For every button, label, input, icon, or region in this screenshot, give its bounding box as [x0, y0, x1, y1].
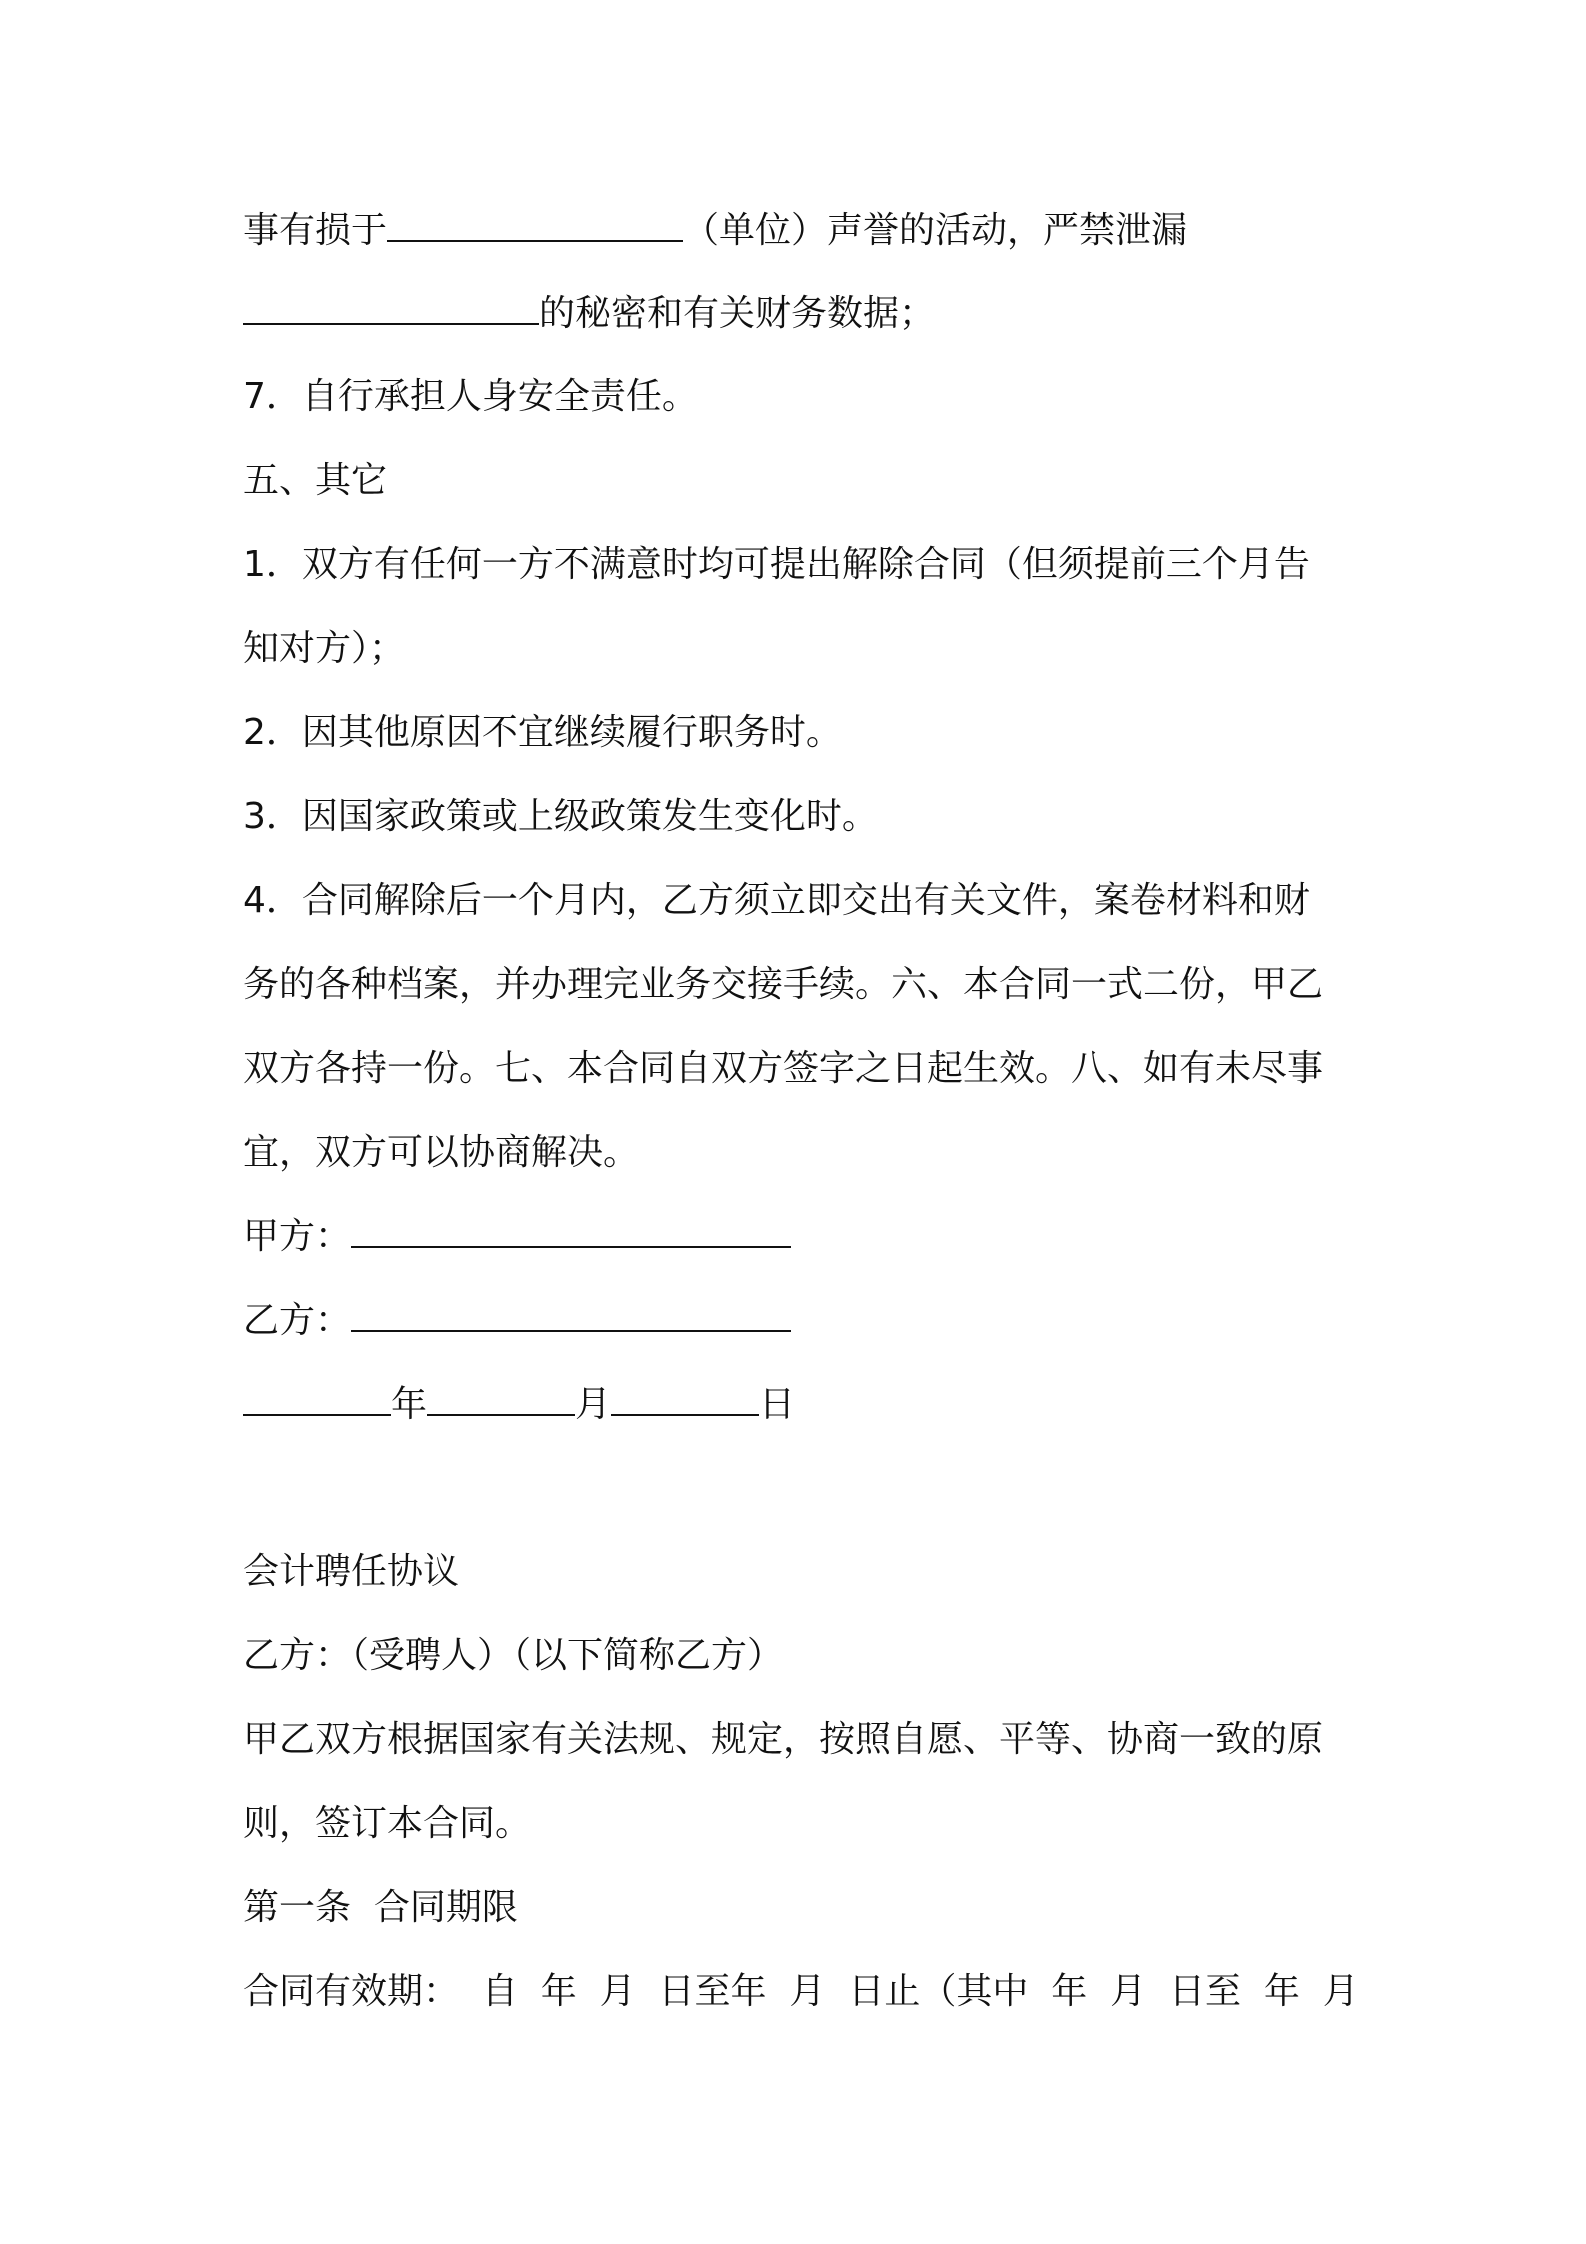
- year-blank: [243, 1382, 391, 1416]
- line-2-end: 的秘密和有关财务数据；: [539, 293, 936, 334]
- contract-period-line: 合同有效期： 自 年 月 日至年 月 日止（其中 年 月 日至 年 月: [243, 1971, 1359, 2012]
- party-a-blank: [351, 1214, 791, 1248]
- party-b-label: 乙方：: [243, 1300, 352, 1341]
- clause-1-line-2: 知对方）；: [243, 628, 406, 669]
- clause-4-line-2: 务的各种档案，并办理完业务交接手续。六、本合同一式二份，甲乙: [243, 964, 1324, 1005]
- party-b-intro: 乙方：（受聘人）（以下简称乙方）: [243, 1635, 784, 1676]
- party-b-blank: [351, 1298, 791, 1332]
- month-label: 月: [575, 1384, 612, 1425]
- clause-4-line-3: 双方各持一份。七、本合同自双方签字之日起生效。八、如有未尽事: [243, 1048, 1324, 1089]
- year-label: 年: [391, 1384, 428, 1425]
- clause-3: 3．因国家政策或上级政策发生变化时。: [243, 796, 878, 837]
- party-a-signature-line: [243, 1213, 791, 1261]
- clause-4-line-4: 宜，双方可以协商解决。: [243, 1132, 640, 1173]
- agreement-title: 会计聘任协议: [243, 1551, 460, 1592]
- month-blank: [427, 1382, 575, 1416]
- article-1-heading: 第一条 合同期限: [243, 1887, 518, 1928]
- clause-1-line-1: 1．双方有任何一方不满意时均可提出解除合同（但须提前三个月告: [243, 544, 1310, 585]
- party-a-label: 甲方：: [243, 1216, 352, 1257]
- section-heading-other: 五、其它: [243, 460, 388, 501]
- clause-4-line-1: 4．合同解除后一个月内，乙方须立即交出有关文件，案卷材料和财: [243, 880, 1310, 921]
- line-1-end: （单位）声誉的活动，严禁泄漏: [683, 210, 1188, 251]
- line-1-start: 事有损于: [243, 210, 388, 251]
- fill-blank-secret: [243, 291, 539, 325]
- preamble-line-2: 则，签订本合同。: [243, 1803, 532, 1844]
- text-line-2: [243, 290, 935, 338]
- preamble-line-1: 甲乙双方根据国家有关法规、规定，按照自愿、平等、协商一致的原: [243, 1719, 1324, 1760]
- date-line: [243, 1381, 795, 1429]
- party-b-signature-line: [243, 1297, 791, 1345]
- day-blank: [611, 1382, 759, 1416]
- clause-2: 2．因其他原因不宜继续履行职务时。: [243, 712, 842, 753]
- day-label: 日: [759, 1384, 796, 1425]
- clause-7: 7．自行承担人身安全责任。: [243, 376, 698, 417]
- text-line-1: [243, 207, 1187, 255]
- fill-blank-unit: [387, 208, 683, 242]
